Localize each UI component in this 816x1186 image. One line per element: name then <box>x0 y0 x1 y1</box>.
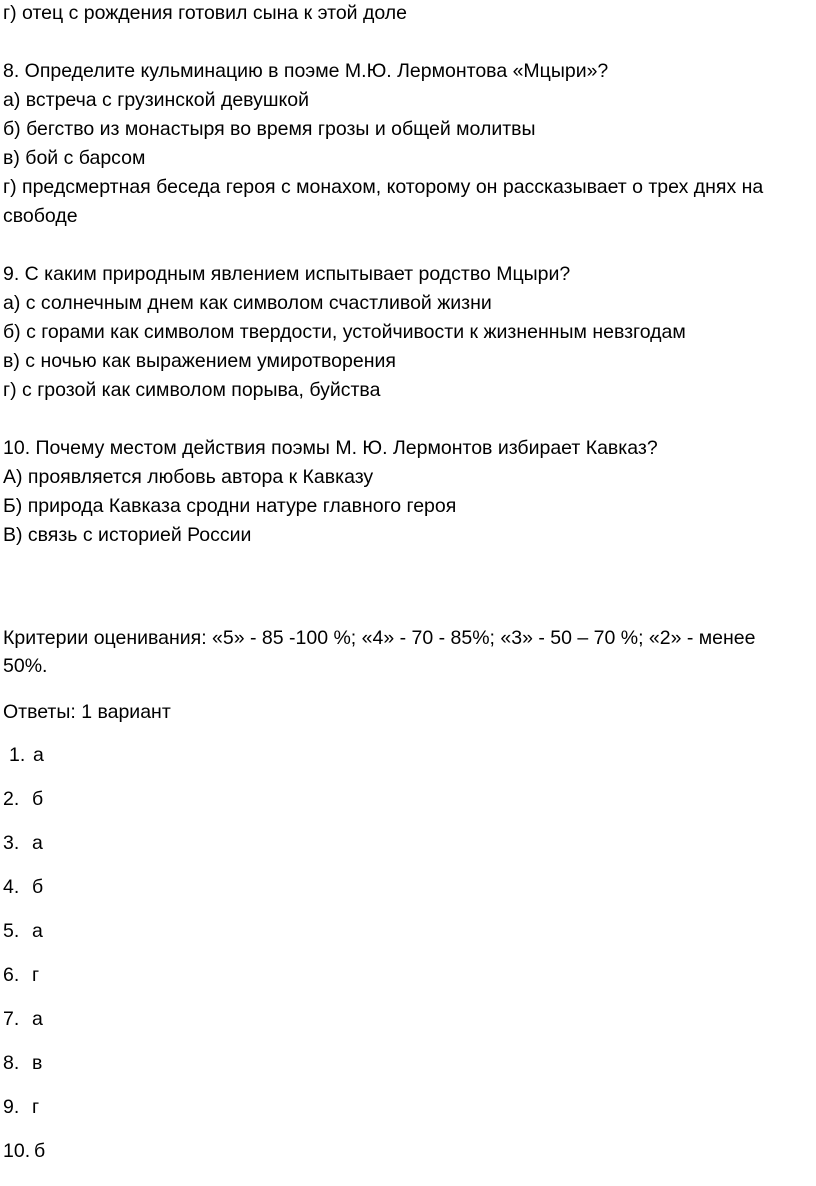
q8-option-b: б) бегство из монастыря во время грозы и общей молитвы <box>3 118 536 140</box>
answer-item <box>9 744 44 766</box>
q10-question: 10. Почему местом действия поэмы М. Ю. Лермонтов избирает Кавказ? <box>3 437 658 459</box>
answer-number: 5. <box>3 920 20 942</box>
answer-item <box>3 964 39 986</box>
q9-option-g: г) с грозой как символом порыва, буйства <box>3 379 381 401</box>
answer-value: г <box>32 964 40 986</box>
q10-option-v: В) связь с историей России <box>3 524 252 546</box>
answer-number: 9. <box>3 1096 20 1118</box>
answer-number: 2. <box>3 788 20 810</box>
q7-option-g: г) отец с рождения готовил сына к этой доле <box>3 2 407 24</box>
answer-number: 10. <box>3 1140 31 1162</box>
answer-number: 6. <box>3 964 20 986</box>
answer-number: 1. <box>9 744 26 766</box>
answer-value: а <box>32 920 43 942</box>
answer-item <box>3 920 43 942</box>
answer-item <box>3 1008 43 1030</box>
q10-option-a: А) проявляется любовь автора к Кавказу <box>3 466 374 488</box>
q9-option-a: а) с солнечным днем как символом счастливой жизни <box>3 292 492 314</box>
q8-option-g-cont: свободе <box>3 205 78 227</box>
answer-value: б <box>34 1140 46 1162</box>
answer-item <box>3 788 43 810</box>
answers-title: Ответы: 1 вариант <box>3 701 171 723</box>
answer-item <box>3 832 43 854</box>
answer-item <box>3 1052 42 1074</box>
answer-value: в <box>32 1052 43 1074</box>
answer-number: 7. <box>3 1008 20 1030</box>
answer-number: 3. <box>3 832 20 854</box>
q9-option-v: в) с ночью как выражением умиротворения <box>3 350 396 372</box>
answer-item <box>3 876 43 898</box>
q10-option-b: Б) природа Кавказа сродни натуре главного героя <box>3 495 457 517</box>
answer-value: б <box>32 788 44 810</box>
q8-option-g: г) предсмертная беседа героя с монахом, которому он рассказывает о трех днях на <box>3 176 764 198</box>
answer-value: г <box>32 1096 40 1118</box>
q8-option-a: а) встреча с грузинской девушкой <box>3 89 309 111</box>
q9-question: 9. С каким природным явлением испытывает родство Мцыри? <box>3 263 571 285</box>
answer-value: а <box>32 832 43 854</box>
q8-option-v: в) бой с барсом <box>3 147 146 169</box>
q8-question: 8. Определите кульминацию в поэме М.Ю. Лермонтова «Мцыри»? <box>3 60 609 82</box>
answer-value: а <box>33 744 44 766</box>
q9-option-b: б) с горами как символом твердости, устойчивости к жизненным невзгодам <box>3 321 686 343</box>
criteria-line-2: 50%. <box>3 655 48 677</box>
answer-item <box>3 1140 45 1162</box>
answer-number: 4. <box>3 876 20 898</box>
answer-value: б <box>32 876 44 898</box>
answer-item <box>3 1096 39 1118</box>
answer-value: а <box>32 1008 43 1030</box>
criteria-line-1: Критерии оценивания: «5» - 85 -100 %; «4» - 70 - 85%; «3» - 50 – 70 %; «2» - менее <box>3 627 756 649</box>
answer-number: 8. <box>3 1052 20 1074</box>
